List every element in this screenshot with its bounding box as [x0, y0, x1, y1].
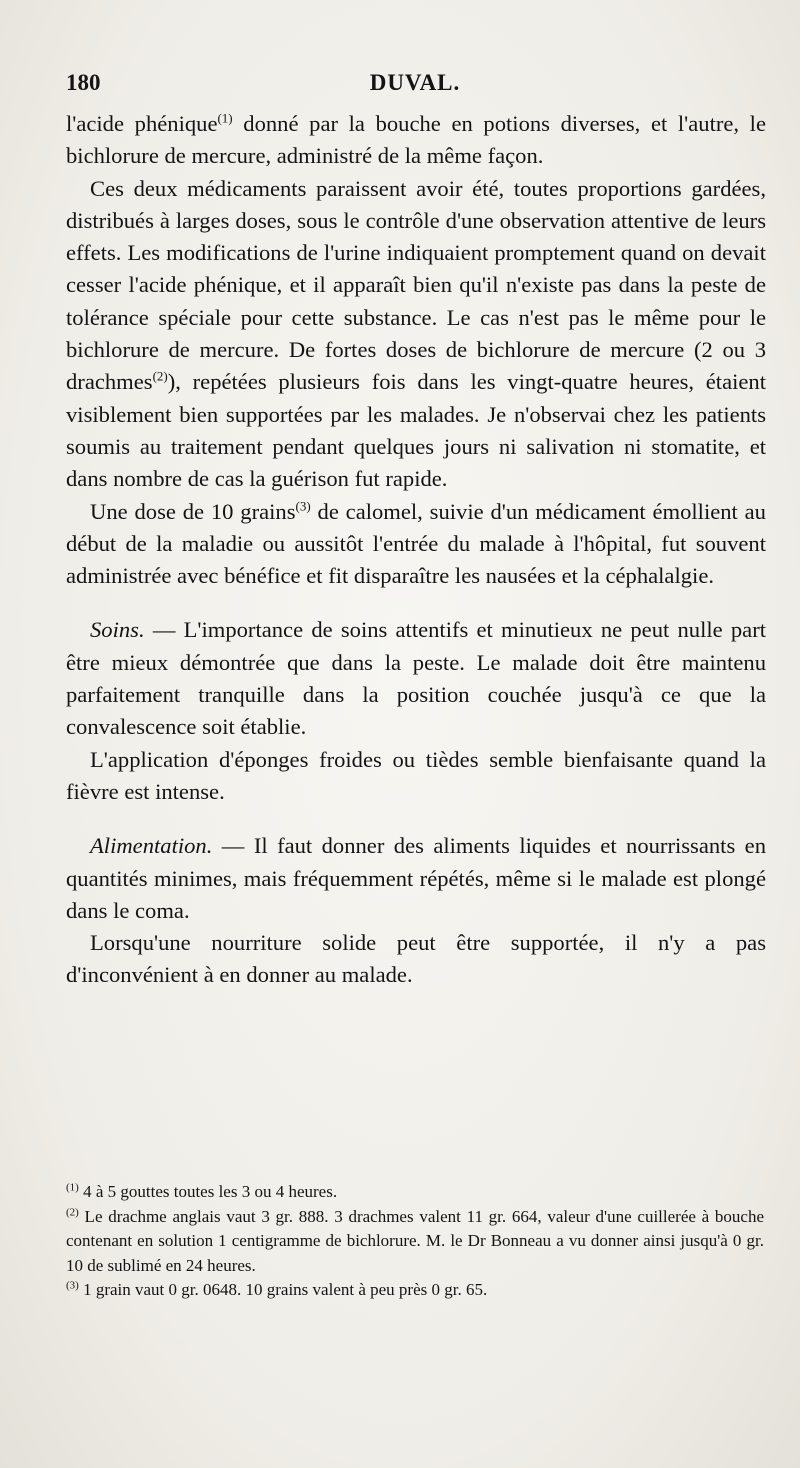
footnote-1: $^{(1)}$ 4 à 5 gouttes toutes les 3 ou 4 heures.	[66, 1181, 338, 1201]
footnotes	[66, 1180, 764, 1303]
footnote-ref-1[interactable]: (1)	[217, 110, 233, 126]
paragraph-eponges: L'application d'éponges froides ou tièdes semble bienfaisante quand la fièvre est intense.	[66, 746, 766, 804]
footnote-mark-2: (2)	[66, 1205, 79, 1218]
footnote-3: $^{(3)}$ 1 grain vaut 0 gr. 0648. 10 grains valent à peu près 0 gr. 65.	[66, 1279, 488, 1299]
section-label-soins: Soins.	[90, 617, 145, 643]
footnote-2: $^{(2)}$ Le drachme anglais vaut 3 gr. 888. 3 drachmes valent 11 gr. 664, valeur d'une cuillerée à bouche contenant en solution 1 centigramme de bichlorure. M. le Dr Bonneau a vu donner ainsi jusqu'à 0 gr. 10 de sublimé en 24 heures.	[66, 1205, 764, 1275]
paragraph-1: l'acide phénique$^{(1)}$ donné par la bouche en potions diverses, et l'autre, le bichlorure de mercure, administré de la même façon.	[66, 110, 766, 169]
footnote-mark-1: (1)	[66, 1181, 79, 1194]
page-number: 180	[66, 70, 101, 95]
footnote-ref-2[interactable]: (2)	[152, 368, 168, 384]
paragraph-nourriture: Lorsqu'une nourriture solide peut être supportée, il n'y a pas d'inconvénient à en donner au malade.	[66, 930, 766, 988]
paragraph-soins: Soins. — L'importance de soins attentifs et minutieux ne peut nulle part être mieux démontrée que dans la peste. Le malade doit être maintenu parfaitement tranquille dans la position couchée jusqu'à ce que la convalescence soit établie.	[66, 617, 766, 740]
page-header	[66, 70, 764, 106]
paragraph-3: Une dose de 10 grains$^{(3)}$ de calomel, suivie d'un médicament émollient au début de la maladie ou aussitôt l'entrée du malade à l'hôpital, fut souvent administrée avec bénéfice et fit disparaître les nausées et la céphalalgie.	[66, 498, 766, 589]
body-text	[66, 108, 766, 992]
paragraph-2: Ces deux médicaments paraissent avoir été, toutes proportions gardées, distribués à larges doses, sous le contrôle d'une observation attentive de leurs effets. Les modifications de l'urine indiquaient promptement quand on devait cesser l'acide phénique, et il apparaît bien qu'il n'existe pas dans la peste de tolérance spéciale pour cette substance. Le cas n'est pas le même pour le bichlorure de mercure. De fortes doses de bichlorure de mercure (2 ou 3 drachmes$^{(2)}$), repétées plusieurs fois dans les vingt-quatre heures, étaient visiblement bien supportées par les malades. Je n'observai chez les patients soumis au traitement pendant quelques jours ni salivation ni stomatite, et dans nombre de cas la guérison fut rapide.	[66, 175, 766, 492]
paragraph-alimentation: Alimentation. — Il faut donner des aliments liquides et nourrissants en quantités minimes, mais fréquemment répétés, même si le malade est plongé dans le coma.	[66, 833, 766, 923]
section-label-alimentation: Alimentation.	[90, 833, 213, 859]
footnote-mark-3: (3)	[66, 1279, 79, 1292]
running-title: DUVAL.	[369, 70, 461, 95]
footnote-ref-3[interactable]: (3)	[295, 498, 311, 514]
